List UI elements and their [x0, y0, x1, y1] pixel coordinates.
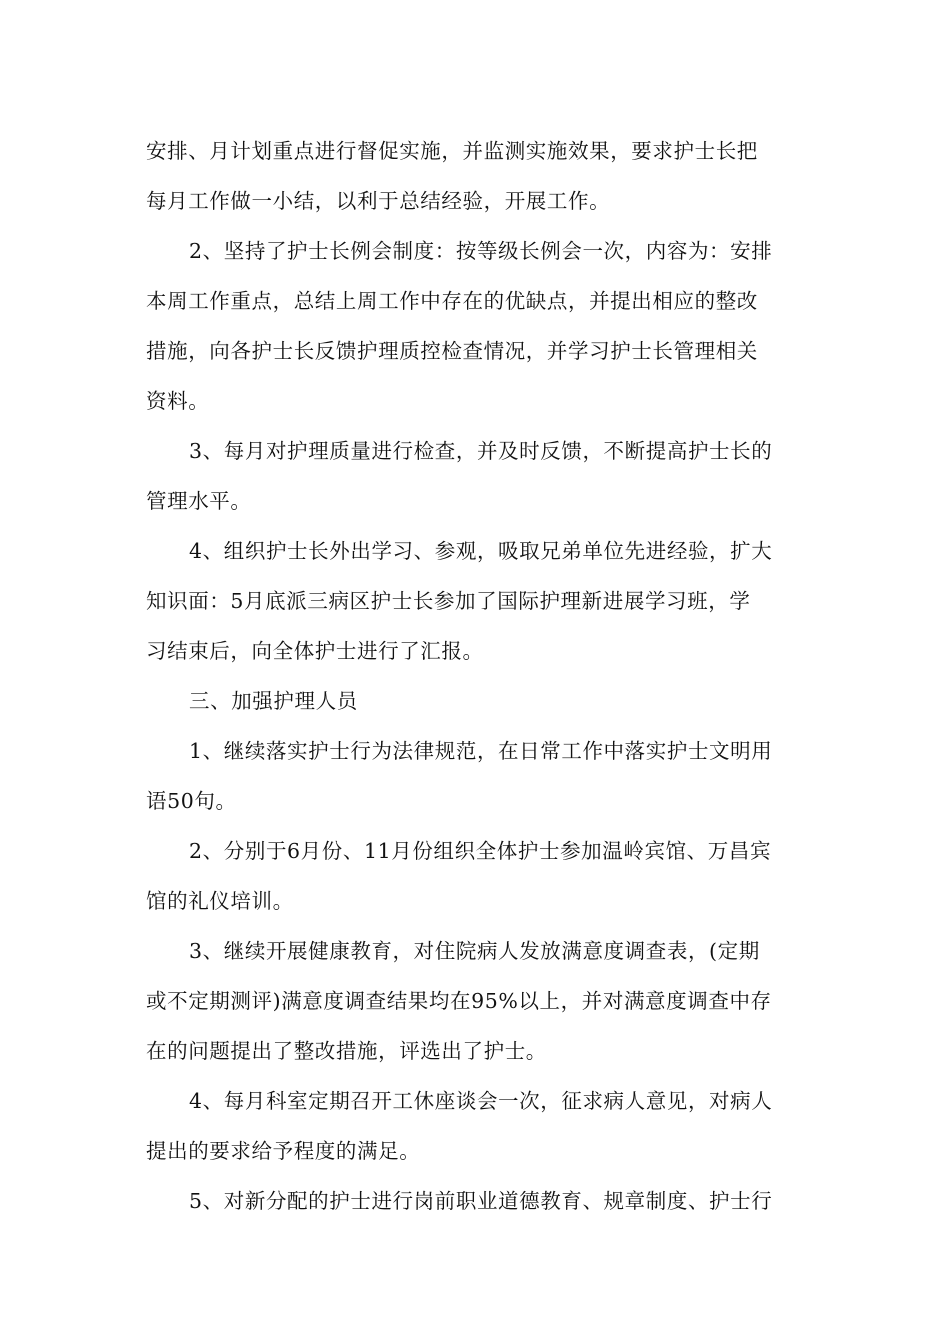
text-line: 管理水平。 [146, 489, 252, 513]
text-line: 2、坚持了护士长例会制度：按等级长例会一次，内容为：安排 [189, 239, 773, 263]
section-heading: 三、加强护理人员 [189, 689, 358, 713]
text-line: 提出的要求给予程度的满足。 [146, 1139, 421, 1163]
text-line: 1、继续落实护士行为法律规范，在日常工作中落实护士文明用 [189, 739, 773, 763]
text-line: 知识面：5月底派三病区护士长参加了国际护理新进展学习班，学 [146, 589, 751, 613]
text-line: 3、每月对护理质量进行检查，并及时反馈，不断提高护士长的 [189, 439, 773, 463]
text-line: 或不定期测评)满意度调查结果均在95%以上，并对满意度调查中存 [146, 989, 772, 1013]
text-line: 措施，向各护士长反馈护理质控检查情况，并学习护士长管理相关 [146, 339, 758, 363]
text-line: 3、继续开展健康教育，对住院病人发放满意度调查表，(定期 [189, 939, 760, 963]
text-line: 5、对新分配的护士进行岗前职业道德教育、规章制度、护士行 [189, 1189, 773, 1213]
text-line: 安排、月计划重点进行督促实施，并监测实施效果，要求护士长把 [146, 139, 758, 163]
text-line: 4、组织护士长外出学习、参观，吸取兄弟单位先进经验，扩大 [189, 539, 773, 563]
text-line: 每月工作做一小结，以利于总结经验，开展工作。 [146, 189, 611, 213]
text-line: 在的问题提出了整改措施，评选出了护士。 [146, 1039, 547, 1063]
text-line: 4、每月科室定期召开工休座谈会一次，征求病人意见，对病人 [189, 1089, 773, 1113]
text-line: 资料。 [146, 389, 210, 413]
text-line: 语50句。 [146, 789, 237, 813]
text-line: 馆的礼仪培训。 [146, 889, 294, 913]
text-line: 本周工作重点，总结上周工作中存在的优缺点，并提出相应的整改 [146, 289, 758, 313]
text-line: 习结束后，向全体护士进行了汇报。 [146, 639, 484, 663]
text-line: 2、分别于6月份、11月份组织全体护士参加温岭宾馆、万昌宾 [189, 839, 772, 863]
